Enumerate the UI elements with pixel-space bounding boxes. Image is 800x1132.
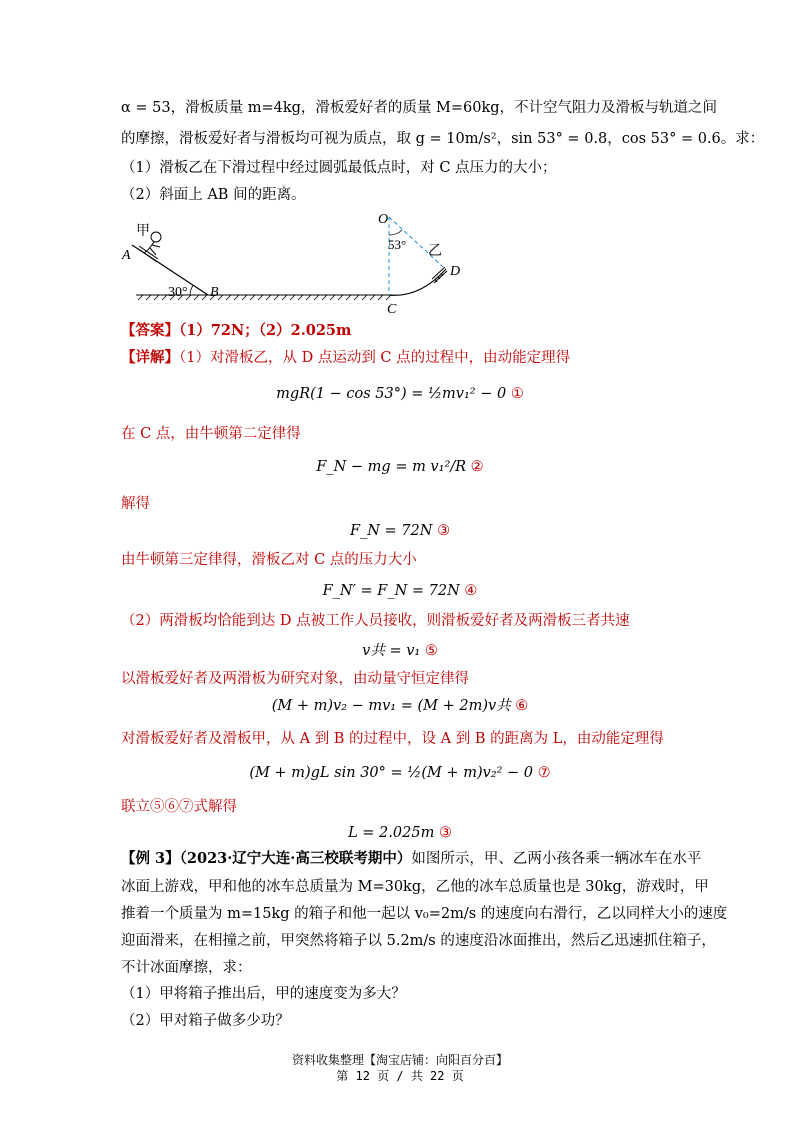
equation-5-mark: ⑤ [424, 643, 438, 659]
question-2: （2）斜面上 AB 间的距离。 [121, 187, 306, 203]
equation-2 [0, 456, 800, 478]
equation-5 [0, 640, 800, 662]
equation-8-mark: ③ [438, 825, 452, 841]
equation-7-mark: ⑦ [537, 765, 551, 781]
label-d: D [450, 264, 461, 279]
equation-8-text: L = 2.025m [348, 825, 435, 841]
explanation-step-4: 由牛顿第三定律得，滑板乙对 C 点的压力大小 [121, 552, 417, 568]
explanation-step-7: 对滑板爱好者及滑板甲，从 A 到 B 的过程中，设 A 到 B 的距离为 L，由动能定理得 [121, 731, 664, 747]
explanation-intro-line [121, 347, 570, 369]
equation-6 [0, 695, 800, 717]
example-3-line-4: 迎面滑来，在相撞之前，甲突然将箱子以 5.2m/s 的速度沿冰面推出，然后乙迅速抓住箱子， [121, 933, 716, 949]
label-angle-30: 30° [168, 285, 188, 300]
example-3-question-2: （2）甲对箱子做多少功？ [121, 1013, 290, 1029]
equation-2-mark: ② [470, 459, 484, 475]
label-jia: 甲 [136, 224, 150, 239]
footer-page-number: 第 12 页 / 共 22 页 [336, 1069, 464, 1083]
skateboard-track-figure [110, 205, 490, 320]
label-angle-53: 53° [388, 237, 407, 252]
equation-3-text: F_N = 72N [349, 523, 433, 539]
example-3-question-1: （1）甲将箱子推出后，甲的速度变为多大？ [121, 986, 406, 1002]
example-3-source: （2023·辽宁大连·高三校联考期中） [179, 850, 412, 867]
equation-8 [0, 822, 800, 844]
arc-track-cd [389, 269, 446, 295]
equation-1-text: mgR(1 − cos 53°) = ½mv₁² − 0 [276, 386, 507, 402]
problem-line-2: 的摩擦，滑板爱好者与滑板均可视为质点，取 g = 10m/s²，sin 53° = 0.8，cos 53° = 0.6。求： [121, 131, 765, 147]
angle-53-arc [389, 230, 402, 235]
explanation-intro: （1）对滑板乙，从 D 点运动到 C 点的过程中，由动能定理得 [179, 350, 571, 366]
explanation-step-2: 在 C 点，由牛顿第二定律得 [121, 426, 301, 442]
footer-source: 资料收集整理【淘宝店铺：向阳百分百】 [291, 1053, 508, 1067]
example-3-tag: 【例 3】 [121, 850, 180, 867]
equation-4-text: F_N′ = F_N = 72N [322, 583, 460, 599]
label-a: A [122, 248, 131, 263]
example-3-line-3: 推着一个质量为 m=15kg 的箱子和他一起以 v₀=2m/s 的速度向右滑行，乙以同样大小的速度 [121, 906, 728, 922]
explanation-step-6: 以滑板爱好者及两滑板为研究对象，由动量守恒定律得 [121, 671, 469, 687]
answer-tag: 【答案】 [121, 322, 179, 339]
label-yi: 乙 [428, 244, 442, 259]
equation-5-text: v共 = v₁ [362, 643, 421, 659]
label-c: C [387, 302, 397, 317]
equation-3-mark: ③ [437, 523, 451, 539]
equation-7 [0, 762, 800, 784]
explanation-step-5: （2）两滑板均恰能到达 D 点被工作人员接收，则滑板爱好者及两滑板三者共速 [121, 613, 630, 629]
explanation-tag: 【详解】 [121, 349, 179, 366]
question-1: （1）滑板乙在下滑过程中经过圆弧最低点时，对 C 点压力的大小； [121, 160, 557, 176]
example-3-line-5: 不计冰面摩擦，求： [121, 960, 252, 976]
angle-30-arc [190, 286, 193, 296]
explanation-step-3: 解得 [121, 496, 150, 512]
equation-1-mark: ① [510, 386, 524, 402]
equation-7-text: (M + m)gL sin 30° = ½(M + m)v₂² − 0 [249, 765, 534, 781]
explanation-step-8: 联立⑤⑥⑦式解得 [121, 799, 237, 815]
equation-2-text: F_N − mg = m v₁²/R [316, 459, 467, 475]
equation-6-mark: ⑥ [515, 698, 529, 714]
label-b: B [210, 285, 219, 300]
answer-line [121, 320, 351, 342]
equation-4 [0, 580, 800, 602]
equation-4-mark: ④ [464, 583, 478, 599]
equation-6-text: (M + m)v₂ − mv₁ = (M + 2m)v共 [271, 698, 511, 714]
problem-line-1: α = 53，滑板质量 m=4kg，滑板爱好者的质量 M=60kg，不计空气阻力及滑板与轨道之间 [121, 100, 718, 116]
equation-1 [0, 383, 800, 405]
answer-text: （1）72N；（2）2.025m [179, 322, 352, 339]
equation-3 [0, 520, 800, 542]
label-o: O [378, 212, 389, 227]
example-3-text-1: 如图所示，甲、乙两小孩各乘一辆冰车在水平 [411, 851, 702, 867]
example-3-line-1 [121, 848, 701, 870]
example-3-line-2: 冰面上游戏，甲和他的冰车总质量为 M=30kg，乙他的冰车总质量也是 30kg，游戏时，甲 [121, 879, 709, 895]
